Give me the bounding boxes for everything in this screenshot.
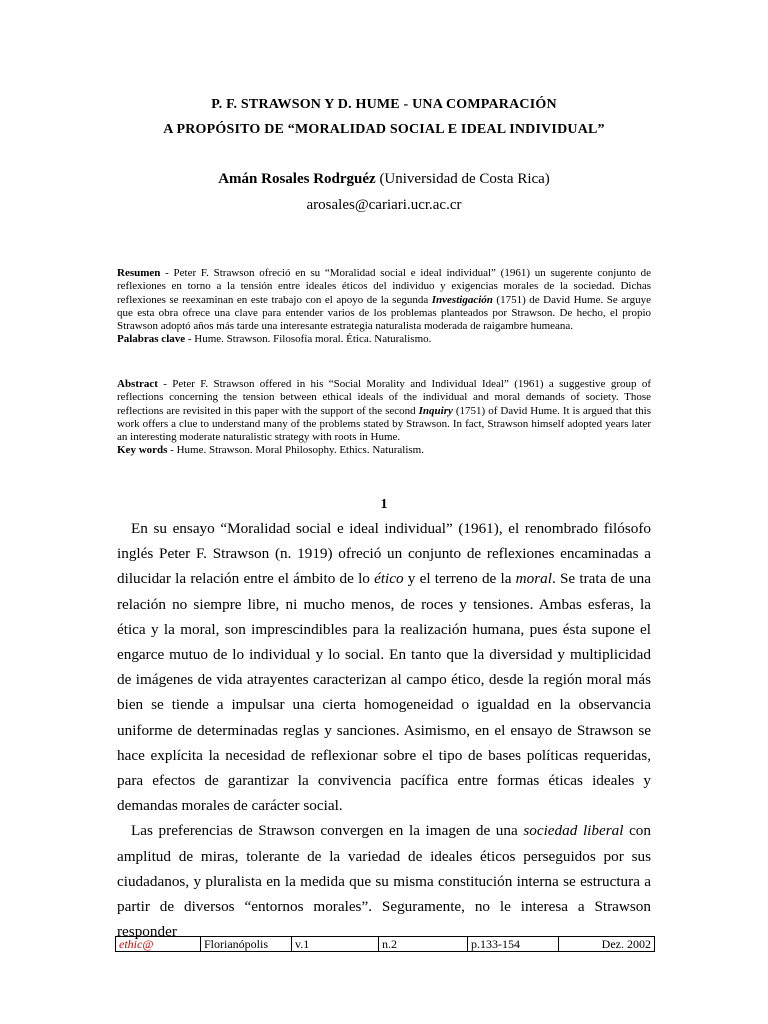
footer-journal: ethic@ [116,937,201,952]
author-affiliation: (Universidad de Costa Rica) [375,171,550,187]
abstract-keywords-text: - Hume. Strawson. Moral Philosophy. Ethics. Naturalism. [167,444,424,457]
body-p2-text-a: Las preferencias de Strawson convergen en la imagen de una [131,822,524,840]
body-paragraph-2 [117,818,651,944]
body-p1-moral: moral [515,570,552,588]
footer-row [116,937,655,952]
body-p2-sociedad-liberal: sociedad liberal [523,822,624,840]
resumen-keywords [117,333,651,346]
resumen-keywords-text: - Hume. Strawson. Filosofía moral. Ética. Naturalismo. [185,333,432,346]
resumen-block [117,267,651,347]
abstract-text [117,378,651,444]
abstract-body-a: - Peter F. Strawson offered in his “Social Morality and Individual Ideal” (1961) a suggestive group of reflections concerning the tension between ethical ideals of the individual and moral demands of society. Those reflections are revisited in this paper with the support of the second [117,378,651,417]
resumen-label: Resumen [117,267,161,279]
author-email: arosales@cariari.ucr.ac.cr [306,197,462,213]
abstract-keywords [117,444,651,457]
paper-title-line-1: P. F. STRAWSON Y D. HUME - UNA COMPARACIÓN [211,97,557,112]
body-p1-etico: ético [374,570,404,588]
resumen-body-a: - Peter F. Strawson ofreció en su “Moralidad social e ideal individual” (1961) un sugerente conjunto de reflexiones en torno a la tensión entre ideales éticos del individuo y exigencias morales de la sociedad. Dichas reflexiones se reexaminan en este trabajo con el apoyo de la segunda [117,267,651,306]
footer-pages: p.133-154 [468,937,559,952]
body-p1-text-a: En su ensayo “Moralidad social e ideal individual” (1961), el renombrado filósofo inglés Peter F. Strawson (n. 1919) ofreció un conjunto de reflexiones encaminadas a dilucidar la relación entre el ámbito de lo [117,520,651,588]
abstract-label: Abstract [117,378,158,390]
footer-volume: v.1 [292,937,379,952]
paper-title-line-2: A PROPÓSITO DE “MORALIDAD SOCIAL E IDEAL INDIVIDUAL” [163,122,605,137]
author-line [0,171,768,188]
body-p1-text-b: y el terreno de la [403,570,516,588]
footer-citation-table [115,936,655,952]
footer-date: Dez. 2002 [559,937,655,952]
resumen-body-b: (1751) de David Hume. Se arguye que esta obra ofrece una clave para entender varios de los problemas planteados por Strawson. De hecho, el propio Strawson adoptó años más tarde una interesante estrategia naturalista moderada de raigambre humeana. [117,293,652,333]
resumen-text [117,267,651,333]
section-number: 1 [380,497,388,512]
resumen-work-title: Investigación [431,293,493,306]
body-paragraph-1 [117,516,651,818]
body-text [117,516,651,944]
resumen-keywords-label: Palabras clave [117,333,186,346]
abstract-keywords-label: Key words [117,444,168,457]
body-p2-text-b: con amplitud de miras, tolerante de la variedad de ideales éticos perseguidos por sus ciudadanos, y pluralista en la medida que su misma constitución interna se estructura a partir de diversos “entornos morales”. Seguramente, no le interesa a Strawson responder [117,822,651,941]
footer-number: n.2 [379,937,468,952]
abstract-body-b: (1751) of David Hume. It is argued that this work offers a clue to understand many of the problems stated by Strawson. In fact, Strawson himself adopted years later an interesting moderate naturalistic strategy with roots in Hume. [117,404,651,444]
abstract-work-title: Inquiry [418,404,453,417]
abstract-block [117,378,651,458]
author-name: Amán Rosales Rodrguéz [218,171,376,187]
footer-city: Florianópolis [201,937,292,952]
body-p1-text-c: . Se trata de una relación no siempre libre, ni mucho menos, de roces y tensiones. Ambas esferas, la ética y la moral, son imprescindibles para la realización humana, pues ésta supone el engarce mutuo de lo individual y lo social. En tanto que la diversidad y multiplicidad de imágenes de vida atrayentes caracterizan al campo ético, desde la región moral más bien se tiende a impulsar una cierta homogeneidad o igualdad en la observancia uniforme de determinadas reglas y sanciones. Asimismo, en el ensayo de Strawson se hace explícita la necesidad de reflexionar sobre el tipo de bases políticas requeridas, para efectos de garantizar la convivencia pacífica entre formas éticas ideales y demandas morales de carácter social. [117,570,651,815]
